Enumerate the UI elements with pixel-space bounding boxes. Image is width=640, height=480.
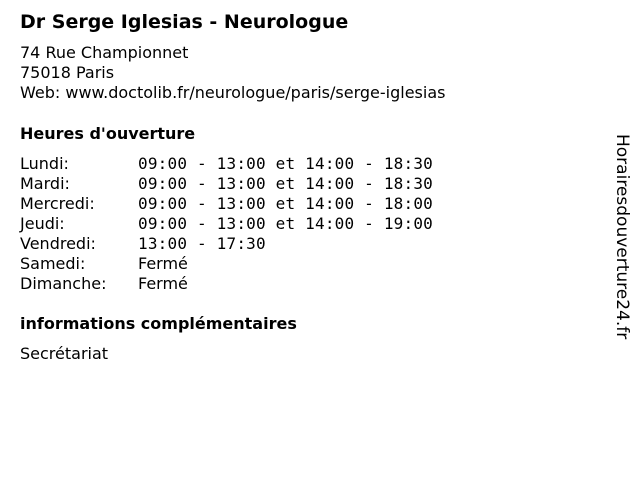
day-label: Lundi:: [20, 154, 69, 173]
day-label: Jeudi:: [20, 214, 65, 233]
time-value: Fermé: [138, 274, 188, 293]
time-value: 13:00 - 17:30: [138, 234, 266, 253]
hours-heading: Heures d'ouverture: [20, 124, 196, 143]
day-label: Mardi:: [20, 174, 70, 193]
address-street: 74 Rue Championnet: [20, 43, 189, 62]
day-label: Vendredi:: [20, 234, 96, 253]
time-value: 09:00 - 13:00 et 14:00 - 18:30: [138, 154, 433, 173]
time-value: 09:00 - 13:00 et 14:00 - 19:00: [138, 214, 433, 233]
time-value: 09:00 - 13:00 et 14:00 - 18:00: [138, 194, 433, 213]
address-city: 75018 Paris: [20, 63, 115, 82]
site-watermark: Horairesdouverture24.fr: [612, 134, 632, 340]
address-block: [20, 43, 445, 103]
time-value: Fermé: [138, 254, 188, 273]
website-link[interactable]: Web: www.doctolib.fr/neurologue/paris/serge-iglesias: [20, 83, 446, 102]
day-label: Dimanche:: [20, 274, 107, 293]
day-label: Samedi:: [20, 254, 86, 273]
page-title: Dr Serge Iglesias - Neurologue: [20, 11, 349, 33]
info-text: Secrétariat: [20, 344, 109, 363]
day-label: Mercredi:: [20, 194, 95, 213]
time-value: 09:00 - 13:00 et 14:00 - 18:30: [138, 174, 433, 193]
info-heading: informations complémentaires: [20, 314, 297, 333]
